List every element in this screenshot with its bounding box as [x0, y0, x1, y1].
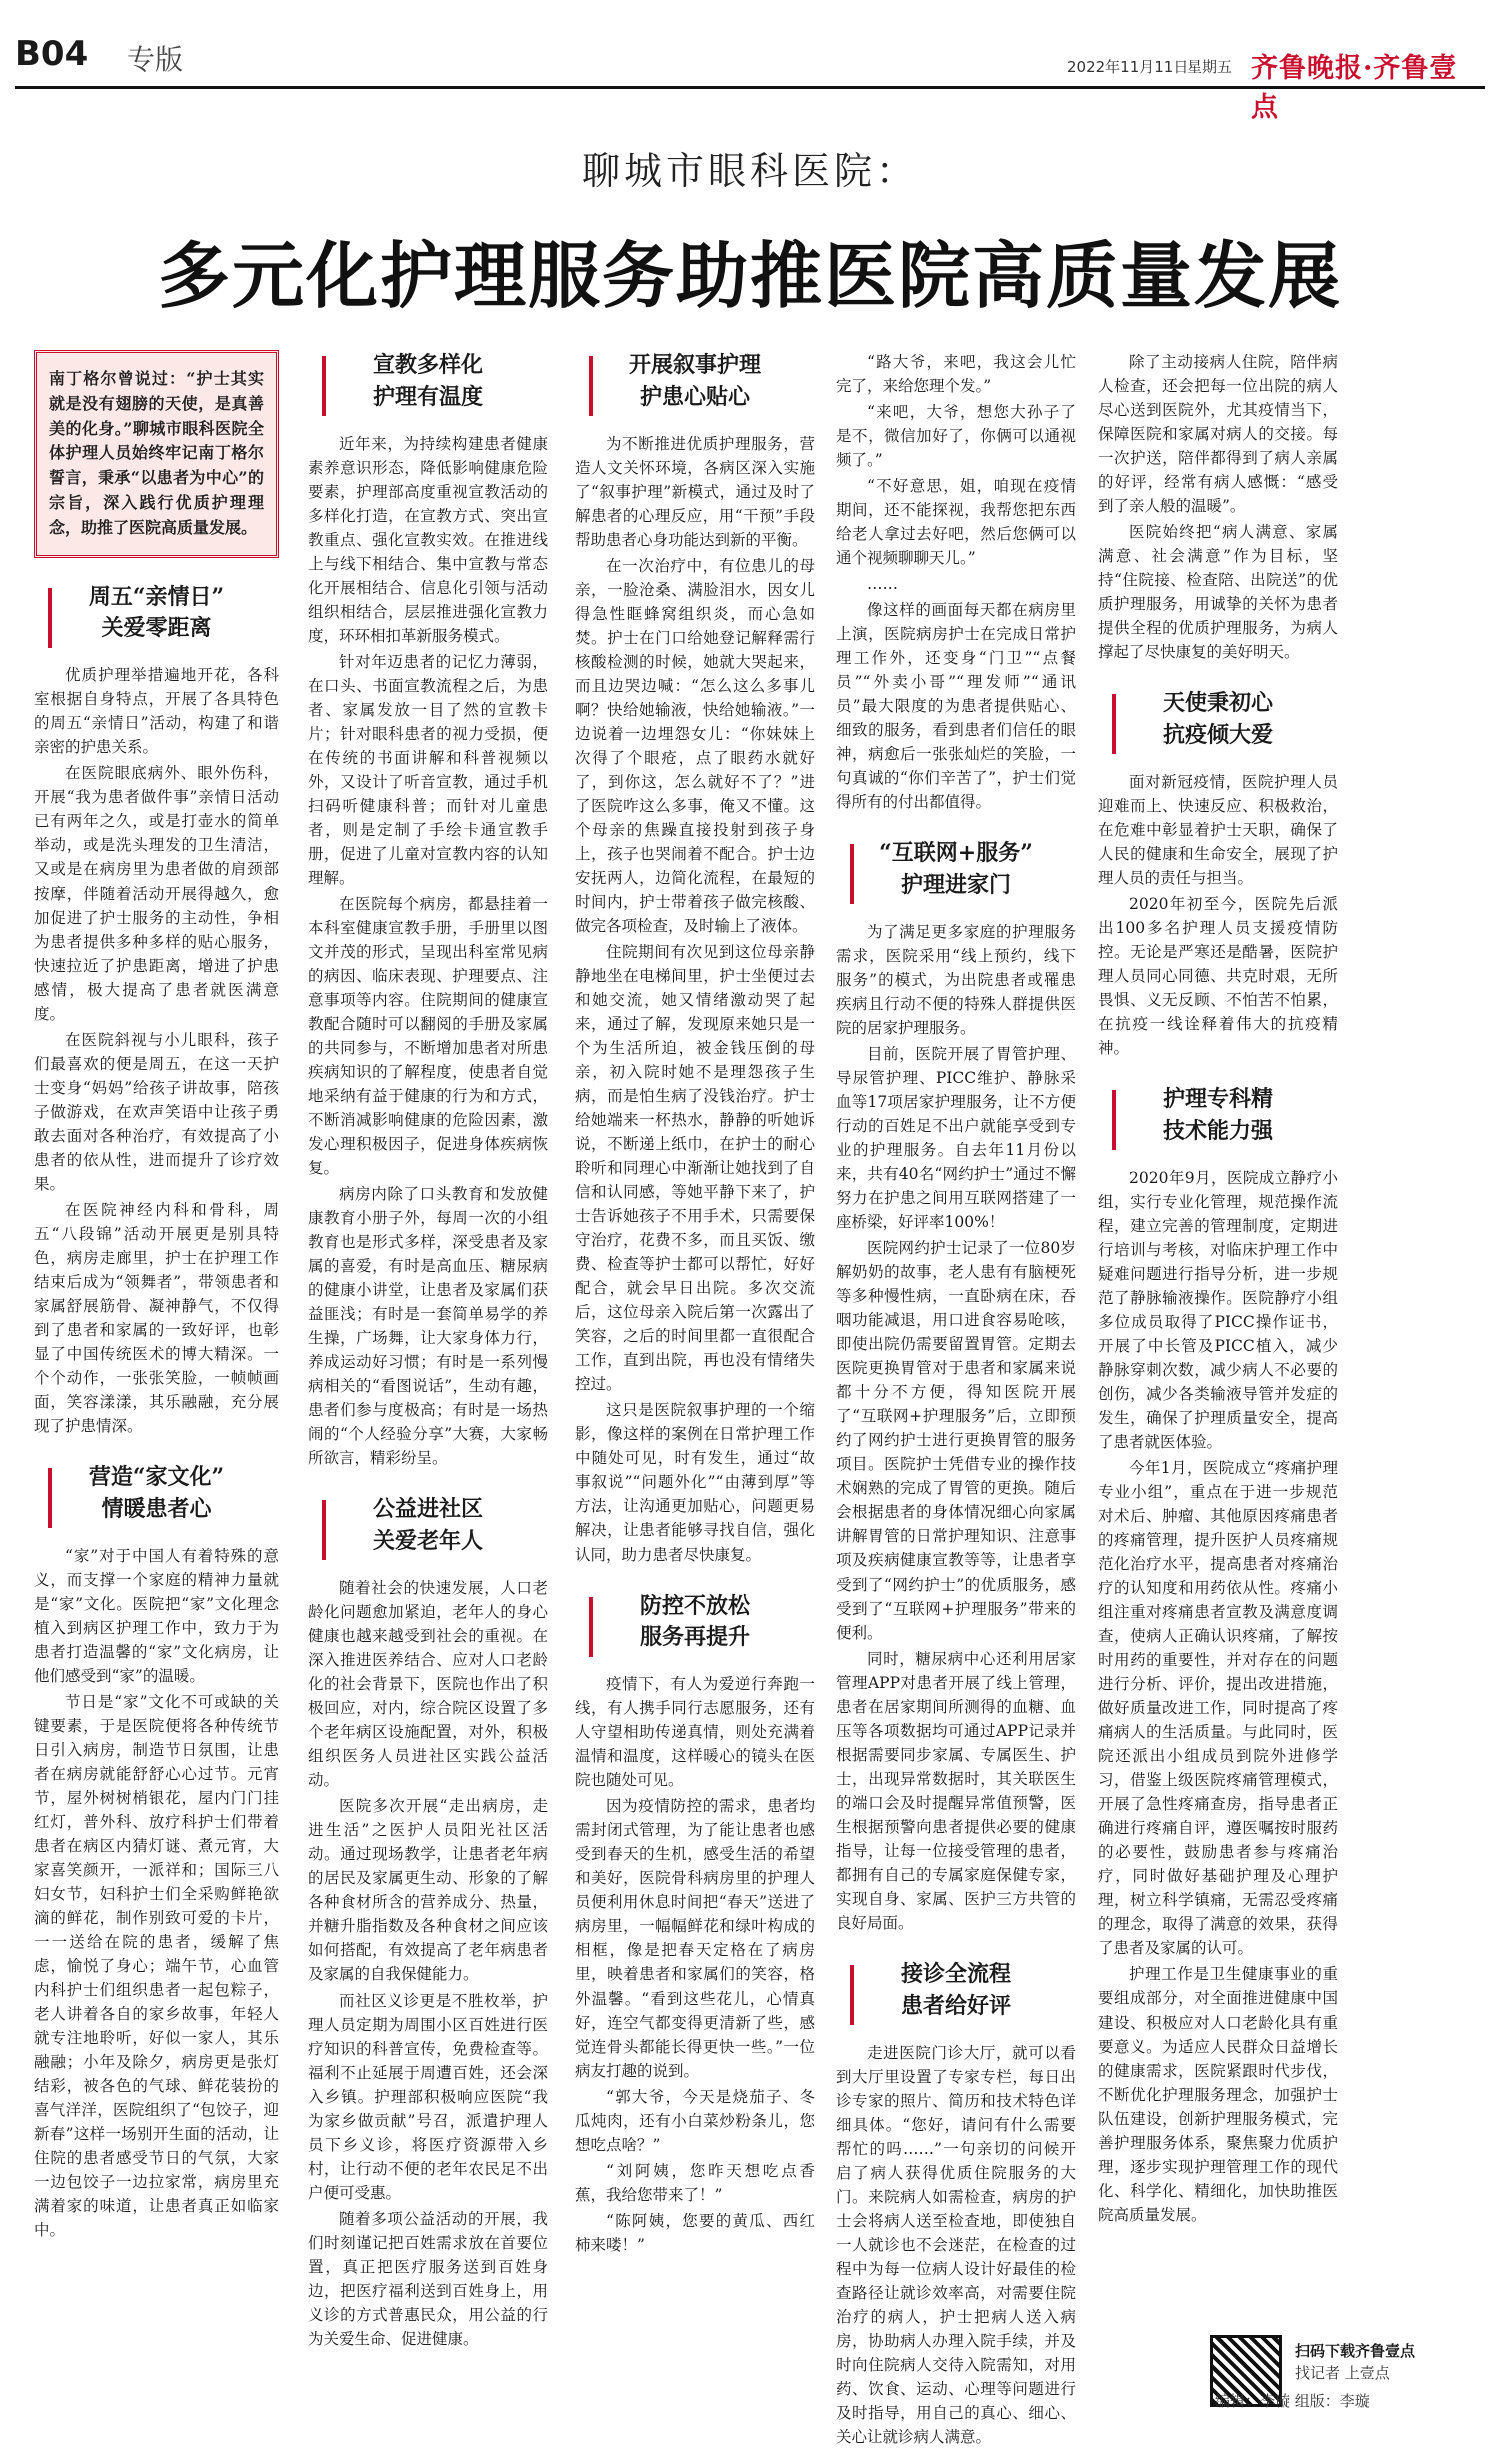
subhead-4-line1: 公益进社区 — [372, 1496, 483, 1523]
kicker-title: 聊城市眼科医院： — [581, 149, 918, 193]
paragraph: 优质护理举措遍地开花，各科室根据自身特点，开展了各具特色的周五“亲情日”活动，构建了和谐亲密的护患关系。 — [34, 666, 279, 757]
paragraph: “家”对于中国人有着特殊的意义，而支撑一个家庭的精神力量就是“家”文化。医院把“家”文化理念植入到病区护理工作中，致力于为患者打造温馨的“家”文化病房，让他们感受到“家”的温暖。 — [34, 1546, 279, 1685]
paragraph: 近年来，为持续构建患者健康素养意识形态，降低影响健康危险要素，护理部高度重视宣教活动的多样化打造，在宣教方式、突出宣教重点、强化宣教实效。在推进线上与线下相结合、集中宣教与常态化开展相结合、信息化引领与活动组织相结合，层层推进强化宣教力度，环环相扣革新服务模式。 — [308, 434, 548, 645]
column-5 — [1098, 350, 1338, 2335]
paragraph: 面对新冠疫情，医院护理人员迎难而上、快速反应、积极救治，在危难中彰显着护士天职，确保了人民的健康和生命安全，展现了护理人员的责任与担当。 — [1098, 772, 1338, 888]
subhead-10-line1: 护理专科精 — [1162, 1086, 1273, 1113]
paragraph: 为不断推进优质护理服务，营造人文关怀环境，各病区深入实施了“叙事护理”新模式，通过及时了解患者的心理反应，用“干预”手段帮助患者心身功能达到新的平衡。 — [575, 434, 815, 549]
paragraph: 随着社会的快速发展，人口老龄化问题愈加紧迫，老年人的身心健康也越来越受到社会的重视。在深入推进医养结合、应对人口老龄化的社会背景下，医院也作出了积极回应，对内，综合院区设置了多个老年病区设施配置，对外，积极组织医务人员进社区实践公益活动。 — [308, 1579, 548, 1790]
page-header — [15, 22, 1485, 123]
subhead-4-line2: 关爱老年人 — [372, 1528, 483, 1555]
paragraph: 同时，糖尿病中心还利用居家管理APP对患者开展了线上管理，患者在居家期间所测得的血糖、血压等各项数据均可通过APP记录并根据需要同步家属、专属医生、护士，出现异常数据时，其关联医生的端口会及时提醒异常值预警，医生根据预警向患者提供必要的健康指导，让每一位接受管理的患者，都拥有自己的专属家庭保健专家，实现自身、家属、医护三方共管的良好局面。 — [836, 1649, 1076, 1932]
page-code: B04 — [15, 34, 89, 74]
subhead-9-line2: 抗疫倾大爱 — [1162, 722, 1273, 749]
issue-date: 2022年11月11日 — [1067, 58, 1189, 76]
intro-box: 南丁格尔曾说过：“护士其实就是没有翅膀的天使，是真善美的化身。”聊城市眼科医院全体护理人员始终牢记南丁格尔誓言，秉承“以患者为中心”的宗旨，深入践行优质护理理念，助推了医院高质量发展。 — [34, 350, 279, 558]
subhead-2-line2: 情暖患者心 — [101, 1495, 212, 1522]
tagline: 找记者 上壹点 — [1295, 2364, 1390, 2382]
paragraph: 像这样的画面每天都在病房里上演，医院病房护士在完成日常护理工作外，还变身“门卫”“点餐员”“外卖小哥”“理发师”“通讯员”最大限度的为患者提供贴心、细致的服务，看到患者们信任的眼神，病愈后一张张灿烂的笑脸，一句真诚的“你们辛苦了”，护士们觉得所有的付出都值得。 — [836, 601, 1076, 812]
header-rule — [15, 86, 1485, 89]
paragraph: 因为疫情防控的需求，患者均需封闭式管理，为了能让患者也感受到春天的生机，感受生活的希望和美好，医院骨科病房里的护理人员便利用休息时间把“春天”送进了病房里，一幅幅鲜花和绿叶构成的相框，像是把春天定格在了病房里，映着患者和家属们的笑容，格外温馨。“看到这些花儿，心情真好，连空气都变得更清新了些，感觉连骨头都能长得更快一些。”一位病友打趣的说到。 — [575, 1797, 815, 2080]
subhead-2 — [34, 1462, 279, 1526]
subhead-6-line2: 服务再提升 — [639, 1624, 750, 1651]
weekday: 星期五 — [1187, 58, 1233, 76]
paragraph: 在一次治疗中，有位患儿的母亲，一脸沧桑、满脸泪水，因女儿得急性眶蜂窝组织炎，而心急如焚。护士在门口给她登记解释需行核酸检测的时候，她就大哭起来，而且边哭边喊：“怎么这么多事儿啊？快给她输液，快给她输液。”一边说着一边埋怨女儿：“你妹妹上次得了个眼疮，点了眼药水就好了，到你这，怎么就好不了？”进了医院咋这么多事，俺又不懂。这个母亲的焦躁直接投射到孩子身上，孩子也哭闹着不配合。护士边安抚两人，边简化流程，在最短的时间内，护士带着孩子做完核酸、做完各项检查，及时输上了液体。 — [575, 556, 815, 936]
paragraph: …… — [867, 575, 898, 594]
paragraph: 医院多次开展“走出病房，走进生活”之医护人员阳光社区活动。通过现场教学，让患者老年病的居民及家属更生动、形象的了解各种食材所含的营养成分、热量，并糖升脂指数及各种食材之间应该如何搭配，有效提高了老年病患者及家属的自我保健能力。 — [308, 1797, 548, 1984]
editor-credit: 编辑：李璇 组版：李璇 — [1215, 2392, 1370, 2410]
subhead-10-line2: 技术能力强 — [1162, 1118, 1273, 1145]
paragraph: 疫情下，有人为爱逆行奔跑一线，有人携手同行志愿服务，还有人守望相助传递真情，则处充满着温情和温度，这样暖心的镜头在医院也随处可见。 — [575, 1675, 815, 1790]
paragraph: “来吧，大爷，想您大孙子了是不，微信加好了，你俩可以通视频了。” — [836, 403, 1076, 470]
paragraph: 今年1月，医院成立“疼痛护理专业小组”，重点在于进一步规范对术后、肿瘤、其他原因疼痛患者的疼痛管理，提升医护人员疼痛规范化治疗水平，提高患者对疼痛治疗的认知度和用药依从性。疼痛小组注重对疼痛患者宣教及满意度调查，使病人正确认识疼痛，了解按时用药的重要性，并对存在的问题进行分析、评价，提出改进措施，做好质量改进工作，同时提高了疼痛病人的生活质量。与此同时，医院还派出小组成员到院外进修学习，借鉴上级医院疼痛管理模式，开展了急性疼痛查房，指导患者正确进行疼痛自评，遵医嘱按时服药的必要性，鼓励患者参与疼痛治疗，同时做好基础护理及心理护理，树立科学镇痛，无需忍受疼痛的理念，取得了满意的效果，获得了患者及家属的认可。 — [1098, 1459, 1338, 1958]
paragraph: 医院网约护士记录了一位80岁解奶奶的故事，老人患有有脑梗死等多种慢性病，一直卧病在床，吞咽功能减退，用口进食容易呛咳，即使出院仍需要留置胃管。定期去医院更换胃管对于患者和家属来说都十分不方便，得知医院开展了“互联网+护理服务”后，立即预约了网约护士进行更换胃管的服务项目。医院护士凭借专业的操作技术娴熟的完成了胃管的更换。随后会根据患者的身体情况细心向家属讲解胃管的日常护理知识、注意事项及疾病健康宣教等等，让患者享受到了“网约护士”的优质服务，感受到了“互联网+护理服务”带来的便利。 — [836, 1239, 1076, 1642]
newspaper-logo: 齐鲁晚报·齐鲁壹点 — [1251, 53, 1458, 123]
column-2 — [308, 350, 548, 2348]
paragraph: “路大爷，来吧，我这会儿忙完了，来给您理个发。” — [836, 353, 1076, 396]
paragraph: 护理工作是卫生健康事业的重要组成部分，对全面推进健康中国建设、积极应对人口老龄化具有重要意义。为适应人民群众日益增长的健康需求，医院紧跟时代步伐，不断优化护理服务理念，加强护士队伍建设，创新护理服务模式，完善护理服务体系，聚焦聚力优质护理，逐步实现护理管理工作的现代化、科学化、精细化，加快助推医院高质量发展。 — [1098, 1965, 1338, 2224]
subhead-7-line1: “互联网+服务” — [879, 840, 1033, 867]
subhead-3 — [308, 350, 548, 414]
paragraph: 这只是医院叙事护理的一个缩影，像这样的案例在日常护理工作中随处可见，时有发生，通过“故事叙说”“问题外化”“由薄到厚”等方法，让沟通更加贴心，问题更易解决，让患者能够寻找自信，强化认同，助力患者尽快康复。 — [575, 1401, 815, 1564]
subhead-6 — [575, 1591, 815, 1655]
paragraph: 2020年初至今，医院先后派出100多名护理人员支援疫情防控。无论是严寒还是酷暑，医院护理人员同心同德、共克时艰，无所畏惧、义无反顾、不怕苦不怕累，在抗疫一线诠释着伟大的抗疫精神。 — [1098, 895, 1338, 1058]
subhead-7 — [836, 838, 1076, 902]
paragraph: 而社区义诊更是不胜枚举，护理人员定期为周围小区百姓进行医疗知识的科普宣传，免费检查等。福利不止延展于周遭百姓，还会深入乡镇。护理部积极响应医院“我为家乡做贡献”号召，派遣护理人员下乡义诊，将医疗资源带入乡村，让行动不便的老年农民足不出户便可受惠。 — [308, 1991, 548, 2202]
column-1 — [34, 350, 279, 2335]
subhead-8-line1: 接诊全流程 — [900, 1960, 1011, 1987]
subhead-9-line1: 天使秉初心 — [1162, 690, 1273, 717]
subhead-10 — [1098, 1084, 1338, 1148]
subhead-3-line2: 护理有温度 — [372, 383, 483, 410]
subhead-8-line2: 患者给好评 — [900, 1992, 1011, 2019]
paragraph: 除了主动接病人住院，陪伴病人检查，还会把每一位出院的病人尽心送到医院外，尤其疫情当下，保障医院和家属对病人的交接。每一次护送，陪伴都得到了病人亲属的好评，经常有病人感慨：“感受到了亲人般的温暖”。 — [1098, 353, 1338, 516]
paragraph: 住院期间有次见到这位母亲静静地坐在电梯间里，护士坐便过去和她交流，她又情绪激动哭了起来，通过了解，发现原来她只是一个为生活所迫，被金钱压倒的母亲，初入院时她不是理怨孩子生病，而是怕生病了没钱治疗。护士给她端来一杯热水，静静的听她诉说，不断递上纸巾，在护士的耐心聆听和同理心中渐渐让她找到了自信和认同感，等她平静下来了，护士告诉她孩子不用手术，只需要保守治疗，花费不多，而且买饭、缴费、检查等护士都可以帮忙，好好配合，就会早日出院。多次交流后，这位母亲入院后第一次露出了笑容，之后的时间里都一直很配合工作，直到出院，再也没有情绪失控过。 — [575, 943, 815, 1394]
paragraph: 节日是“家”文化不可或缺的关键要素，于是医院便将各种传统节日引入病房，制造节日氛围，让患者在病房就能舒舒心心过节。元宵节，屋外树树梢银花，屋内门门挂红灯，普外科、放疗科护士们带着患者在病区内猜灯谜、煮元宵，大家喜笑颜开，一派祥和；国际三八妇女节，妇科护士们全采购鲜艳欲滴的鲜花，制作别致可爱的卡片，一一送给在院的患者，缓解了焦虑，愉悦了身心；端午节，心血管内科护士们组织患者一起包粽子，老人讲着各自的家乡故事，年轻人就专注地聆听，好似一家人，其乐融融；小年及除夕，病房更是张灯结彩，被各色的气球、鲜花装扮的喜气洋洋，医院组织了“包饺子，迎新春”这样一场别开生面的活动，让住院的患者感受节日的气氛，大家一边包饺子一边拉家常，病房里充满着家的味道，让患者真正如临家中。 — [34, 1692, 279, 2240]
headline: 多元化护理服务助推医院高质量发展 — [157, 233, 1342, 318]
paragraph: “不好意思，姐，咱现在疫情期间，还不能探视，我帮您把东西给老人拿过去好吧，然后您俩可以通个视频聊聊天儿。” — [836, 477, 1076, 568]
paragraph: 病房内除了口头教育和发放健康教育小册子外，每周一次的小组教育也是形式多样，深受患者及家属的喜爱，有时是高血压、糖尿病的健康小讲堂，让患者及家属们获益匪浅；有时是一套简单易学的养生操，广场舞，让大家身体力行，养成运动好习惯；有时是一系列慢病相关的“看图说话”，生动有趣，患者们参与度极高；有时是一场热闹的“个人经验分享”大赛，大家畅所欲言，精彩纷呈。 — [308, 1185, 548, 1468]
subhead-3-line1: 宣教多样化 — [372, 352, 483, 378]
paragraph: 医院始终把“病人满意、家属满意、社会满意”作为目标，坚持“住院接、检查陪、出院送”的优质护理服务，用诚挚的关怀为患者提供全程的优质护理服务，为病人撑起了尽快康复的美好明天。 — [1098, 523, 1338, 662]
paragraph: 为了满足更多家庭的护理服务需求，医院采用“线上预约，线下服务”的模式，为出院患者或罹患疾病且行动不便的特殊人群提供医院的居家护理服务。 — [836, 923, 1076, 1038]
subhead-5-line2: 护患心贴心 — [639, 383, 750, 410]
subhead-1-line1: 周五“亲情日” — [88, 583, 225, 610]
paragraph: 在医院每个病房，都悬挂着一本科室健康宣教手册，手册里以图文并茂的形式，呈现出科室常见病的病因、临床表现、护理要点、注意事项等内容。住院期间的健康宣教配合随时可以翻阅的手册及家属的共同参与，不断增加患者对所患疾病知识的了解程度，使患者自觉地采纳有益于健康的行为和方式，不断消减影响健康的危险因素，激发心理积极因子，促进身体疾病恢复。 — [308, 895, 548, 1178]
section-label: 专版 — [127, 43, 184, 76]
subhead-1 — [34, 582, 279, 646]
paragraph: 在医院眼底病外、眼外伤科，开展“我为患者做件事”亲情日活动已有两年之久，或是打壶水的简单举动，或是洗头理发的卫生清洁，又或是在病房里为患者做的肩颈部按摩，伴随着活动开展得越久，愈加促进了护士服务的主动性，争相为患者提供多种多样的贴心服务，快速拉近了护患距离，增进了护患感情，极大提高了患者就医满意度。 — [34, 764, 279, 1023]
subhead-9 — [1098, 688, 1338, 752]
paragraph: 针对年迈患者的记忆力薄弱，在口头、书面宣教流程之后，为患者、家属发放一目了然的宣教卡片；针对眼科患者的视力受损，便在传统的书面讲解和科普视频以外，又设计了听音宣教，通过手机扫码听健康科普；而针对儿童患者，则是定制了手绘卡通宣教手册，促进了儿童对宣教内容的认知理解。 — [308, 652, 548, 888]
paragraph: “刘阿姨，您昨天想吃点香蕉，我给您带来了！” — [575, 2161, 815, 2204]
subhead-6-line1: 防控不放松 — [639, 1592, 750, 1619]
subhead-1-line2: 关爱零距离 — [101, 615, 212, 642]
column-3 — [575, 350, 815, 2335]
subhead-5-line1: 开展叙事护理 — [628, 352, 761, 378]
paragraph: 随着多项公益活动的开展，我们时刻谨记把百姓需求放在首要位置，真正把医疗服务送到百姓身边，把医疗福利送到百姓身上，用义诊的方式普惠民众，用公益的行为关爱生命、促进健康。 — [308, 2209, 548, 2348]
paragraph: “郭大爷，今天是烧茄子、冬瓜炖肉，还有小白菜炒粉条儿，您想吃点啥？” — [575, 2087, 815, 2154]
paragraph: 2020年9月，医院成立静疗小组，实行专业化管理，规范操作流程，建立完善的管理制度，定期进行培训与考核，对临床护理工作中疑难问题进行指导分析，进一步规范了静脉输液操作。医院静疗小组多位成员取得了PICC操作证书，开展了中长管及PICC植入，减少静脉穿刺次数，减少病人不必要的创伤，减少各类输液导管并发症的发生，确保了护理质量安全，提高了患者就医体验。 — [1098, 1168, 1338, 1452]
subhead-2-line1: 营造“家文化” — [88, 1463, 225, 1490]
subhead-5 — [575, 350, 815, 414]
paragraph: 目前，医院开展了胃管护理、导尿管护理、PICC维护、静脉采血等17项居家护理服务，让不方便行动的百姓足不出户就能享受到专业的护理服务。自去年11月份以来，共有40名“网约护士”通过不懈努力在护患之间用互联网搭建了一座桥梁，好评率100%！ — [836, 1045, 1076, 1232]
scan-prompt: 扫码下载齐鲁壹点 — [1295, 2342, 1416, 2360]
paragraph: “陈阿姨，您要的黄瓜、西红柿来喽！” — [575, 2211, 815, 2254]
paragraph: 走进医院门诊大厅，就可以看到大厅里设置了专家专栏，每日出诊专家的照片、简历和技术特色详细具体。“您好，请问有什么需要帮忙的吗……”一句亲切的问候开启了病人获得优质住院服务的大门。来院病人如需检查，病房的护士会将病人送至检查地，即使独自一人就诊也不会迷茫，在检查的过程中为每一位病人设计好最佳的检查路径让就诊效率高，对需要住院治疗的病人，护士把病人送入病房，协助病人办理入院手续，并及时向住院病人交待入院需知，对用药、饮食、运动、心理等问题进行及时指导，用自己的真心、细心、关心让就诊病人满意。 — [836, 2043, 1076, 2446]
subhead-8 — [836, 1959, 1076, 2023]
subhead-4 — [308, 1494, 548, 1558]
subhead-7-line2: 护理进家门 — [900, 872, 1011, 899]
column-4 — [836, 350, 1076, 2446]
paragraph: 在医院斜视与小儿眼科，孩子们最喜欢的便是周五，在这一天护士变身“妈妈”给孩子讲故事，陪孩子做游戏，在欢声笑语中让孩子勇敢去面对各种治疗，有效提高了小患者的依从性，进而提升了诊疗效果。 — [34, 1030, 279, 1193]
paragraph: 在医院神经内科和骨科，周五“八段锦”活动开展更是别具特色，病房走廊里，护士在护理工作结束后成为“领舞者”，带领患者和家属舒展筋骨、凝神静气，不仅得到了患者和家属的一致好评，也彰显了中国传统医术的博大精深。一个个动作，一张张笑脸，一帧帧画面，笑容漾漾，其乐融融，充分展现了护患情深。 — [34, 1200, 279, 1435]
